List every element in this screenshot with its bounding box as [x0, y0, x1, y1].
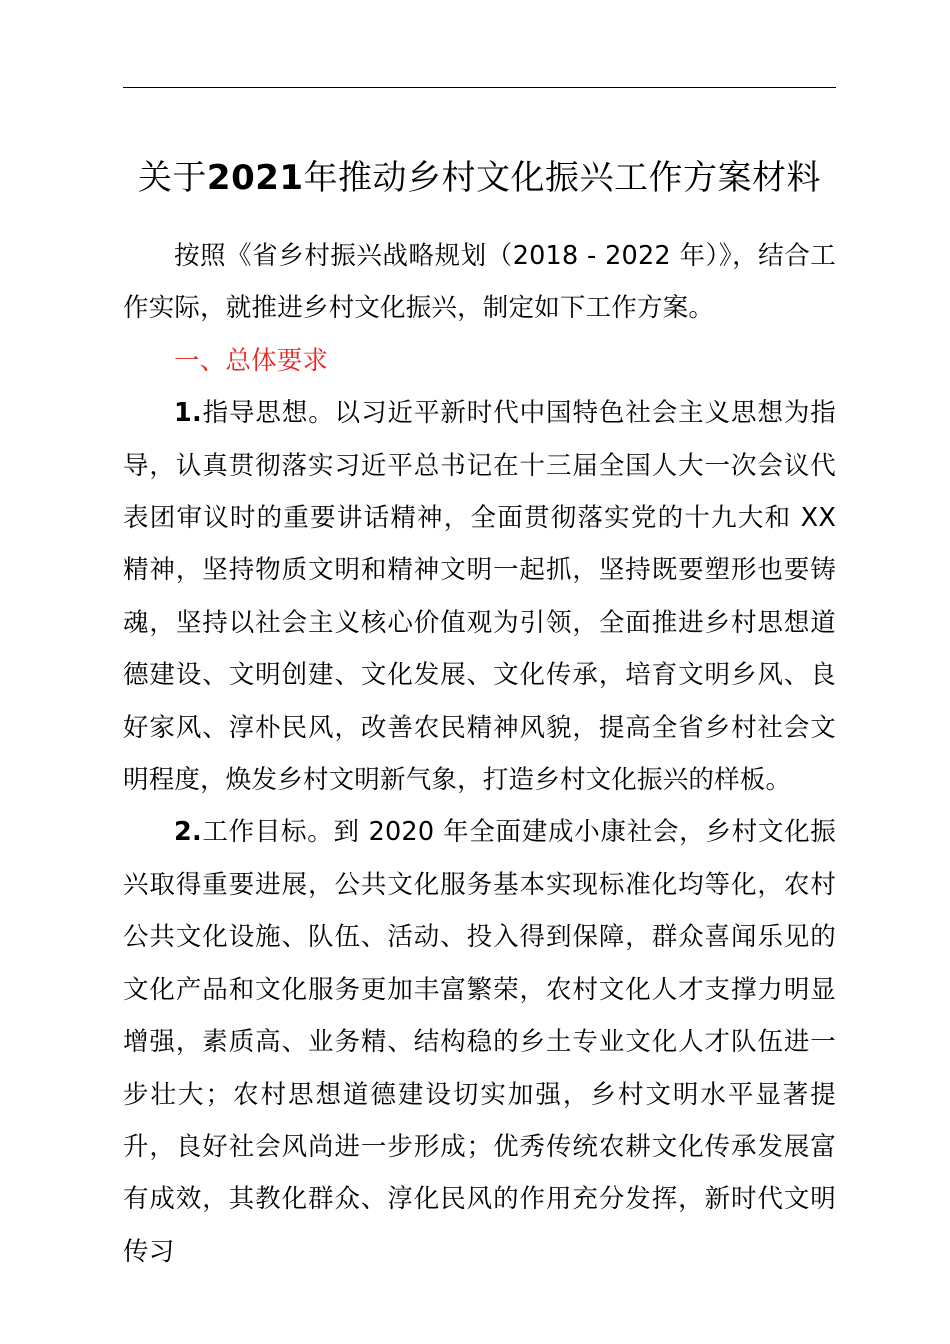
item-1-paragraph — [123, 387, 836, 806]
item-1-number: 1. — [174, 398, 202, 429]
item-1-text: 指导思想。以习近平新时代中国特色社会主义思想为指导，认真贯彻落实习近平总书记在十三届全国人大一次会议代表团审议时的重要讲话精神，全面贯彻落实党的十九大和 XX 精神，坚持物质文明和精神文明一起抓，坚持既要塑形也要铸魂，坚持以社会主义核心价值观为引领，全面推进乡村思想道德建设、文明创建、文化发展、文化传承，培育文明乡风、良好家风、淳朴民风，改善农民精神风貌，提高全省乡村社会文明程度，焕发乡村文明新气象，打造乡村文化振兴的样板。 — [123, 398, 836, 796]
item-2-text: 工作目标。到 2020 年全面建成小康社会，乡村文化振兴取得重要进展，公共文化服务基本实现标准化均等化，农村公共文化设施、队伍、活动、投入得到保障，群众喜闻乐见的文化产品和文化服务更加丰富繁荣，农村文化人才支撑力明显增强，素质高、业务精、结构稳的乡土专业文化人才队伍进一步壮大；农村思想道德建设切实加强，乡村文明水平显著提升，良好社会风尚进一步形成；优秀传统农耕文化传承发展富有成效，其教化群众、淳化民风的作用充分发挥，新时代文明传习 — [123, 817, 836, 1267]
document-body — [123, 230, 836, 1278]
intro-paragraph: 按照《省乡村振兴战略规划（2018 - 2022 年）》，结合工作实际，就推进乡村文化振兴，制定如下工作方案。 — [123, 241, 836, 324]
title-year: 2021 — [206, 158, 304, 198]
title-prefix: 关于 — [137, 158, 207, 198]
document-title — [123, 152, 836, 204]
section-heading: 一、总体要求 — [174, 345, 329, 376]
header-rule — [123, 87, 836, 88]
item-2-number: 2. — [174, 817, 202, 848]
title-suffix: 年推动乡村文化振兴工作方案材料 — [303, 158, 822, 198]
item-2-paragraph — [123, 806, 836, 1278]
